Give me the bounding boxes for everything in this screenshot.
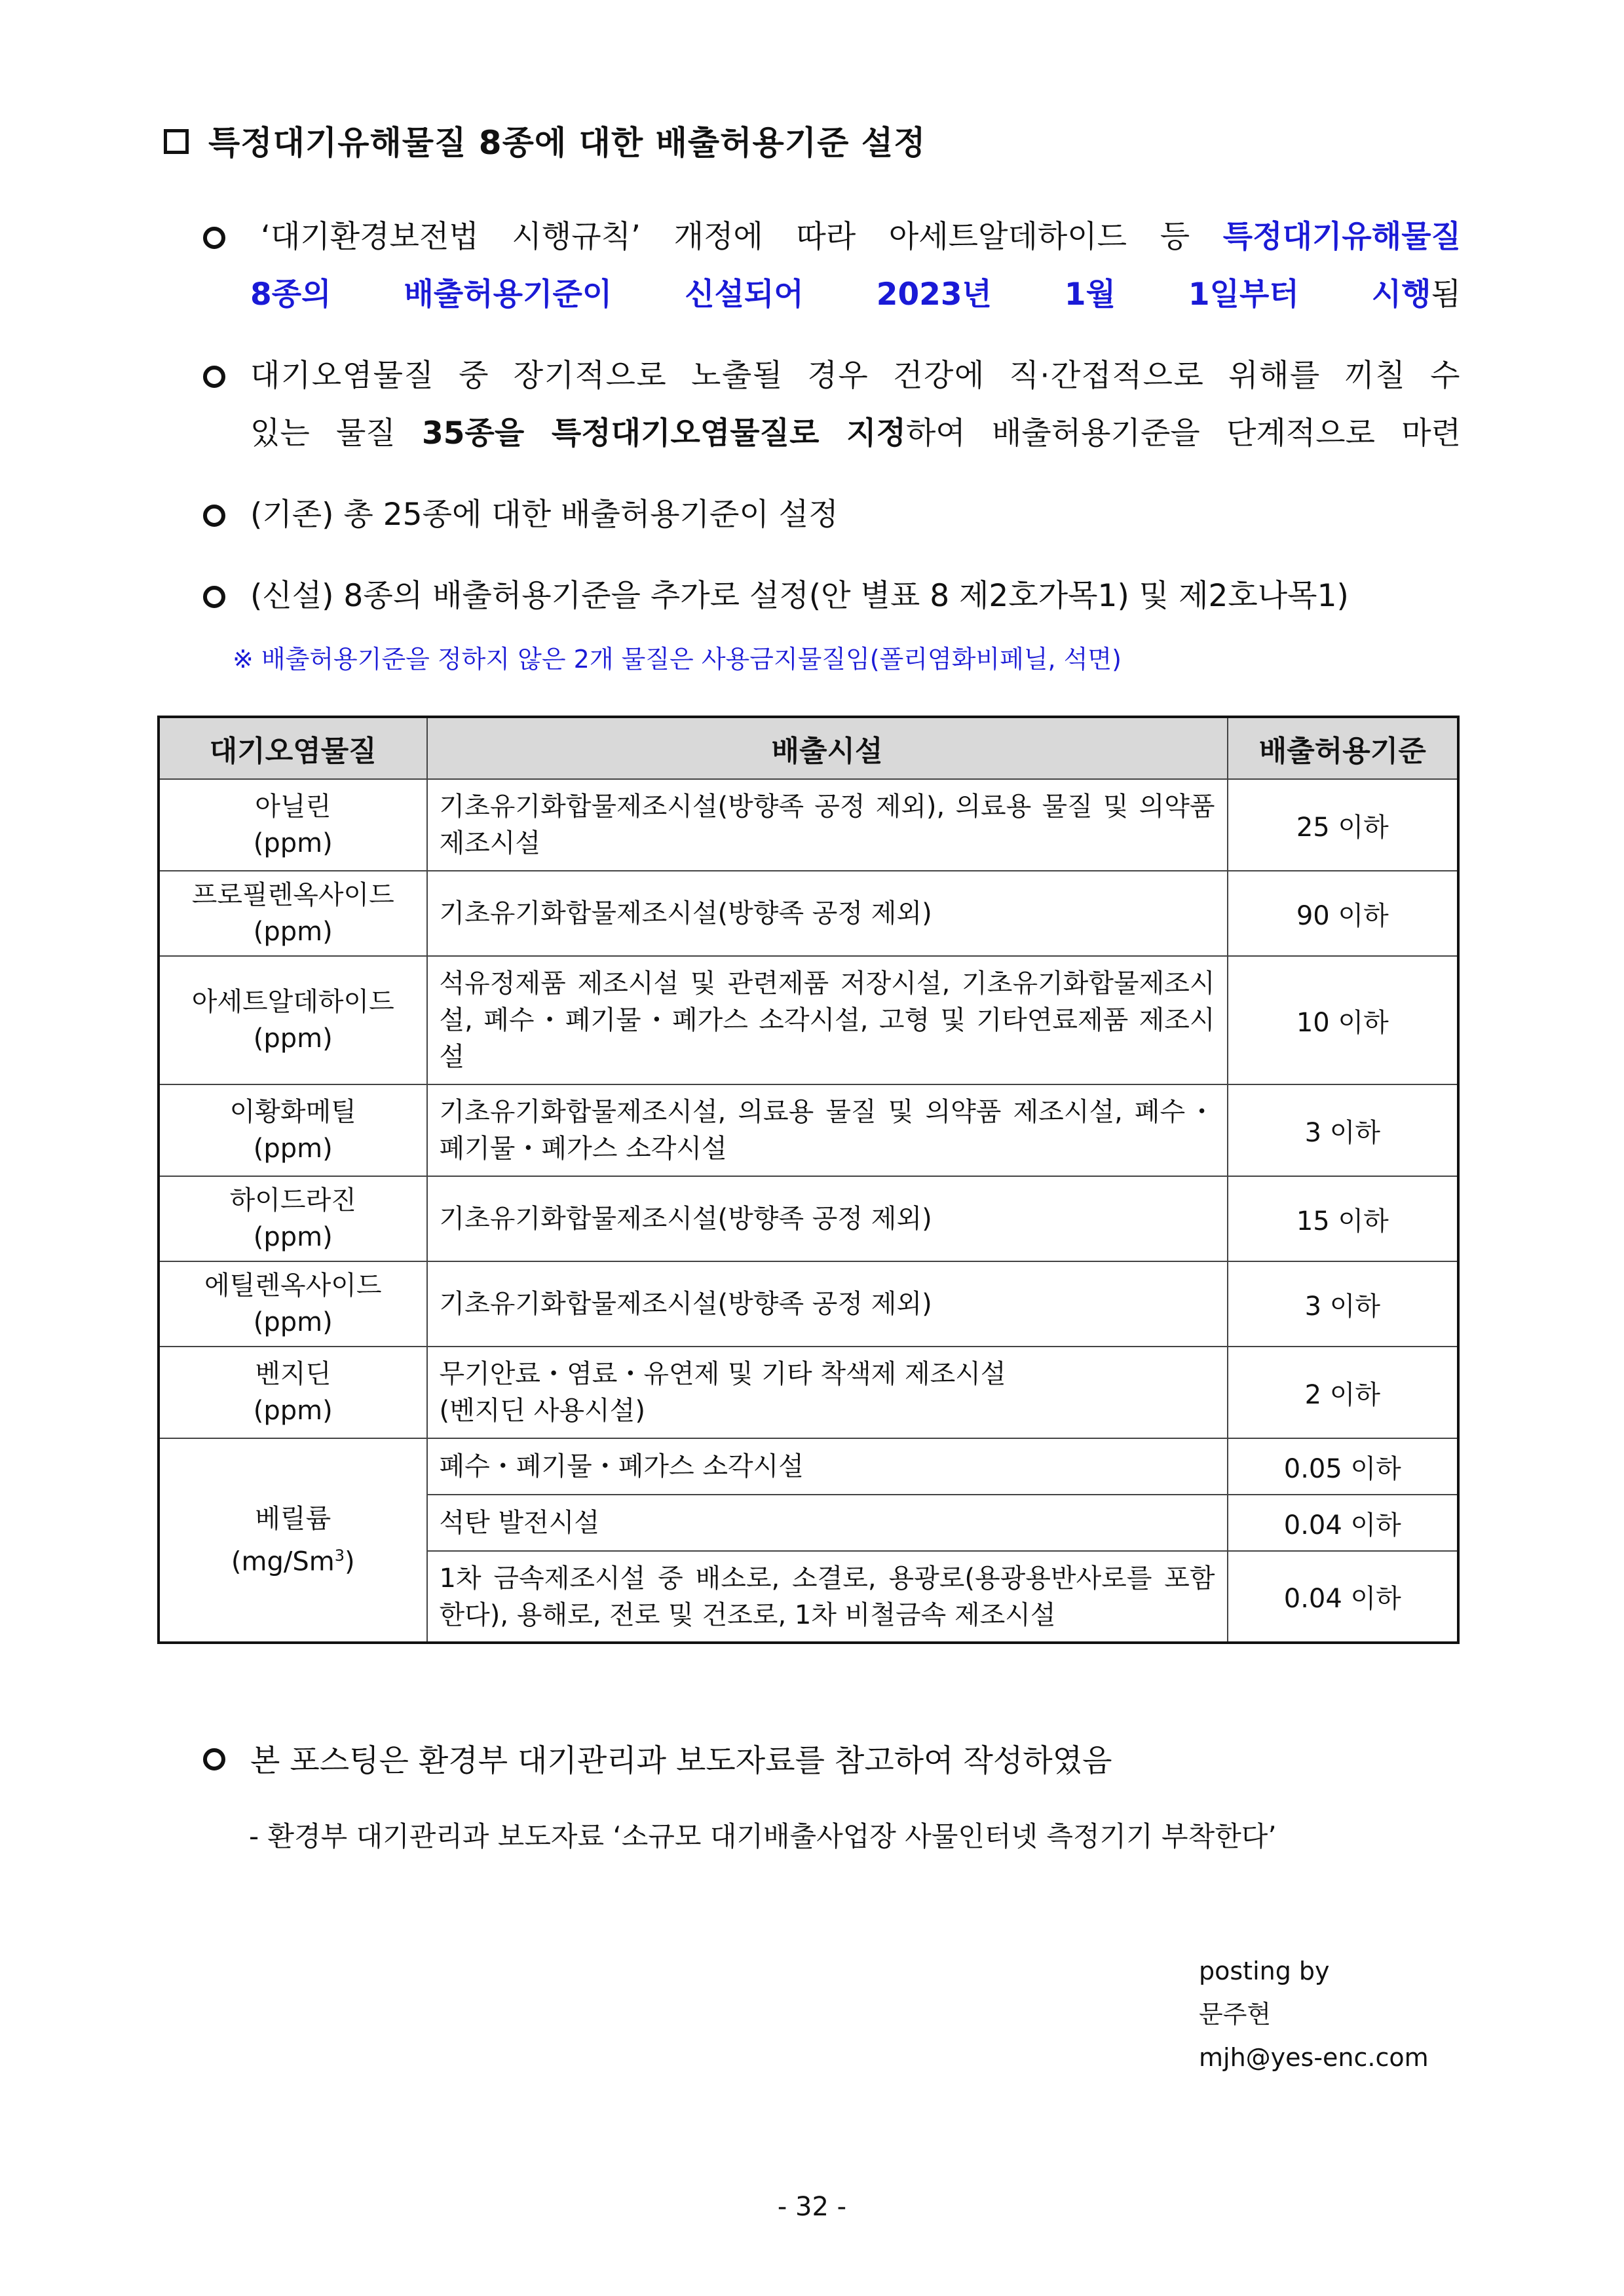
- closing-statement: 본 포스팅은 환경부 대기관리과 보도자료를 참고하여 작성하였음: [203, 1736, 1112, 1780]
- author-email: mjh@yes-enc.com: [1199, 2043, 1429, 2072]
- checkbox-square-icon: [164, 129, 189, 154]
- header-substance: 대기오염물질: [159, 717, 427, 779]
- signature-block: [1199, 1949, 1429, 2079]
- table-row: 에틸렌옥사이드 (ppm) 기초유기화합물제조시설(방향족 공정 제외) 3 이하: [159, 1261, 1458, 1347]
- circle-bullet-icon: [203, 586, 225, 608]
- bullet-new: (신설) 8종의 배출허용기준을 추가로 설정(안 별표 8 제2호가목1) 및 제2호나목1): [203, 567, 1461, 625]
- note-text: ※ 배출허용기준을 정하지 않은 2개 물질은 사용금지물질임(폴리염화비페닐, 석면): [233, 645, 1122, 674]
- circle-bullet-icon: [203, 366, 225, 388]
- reference-note: - 환경부 대기관리과 보도자료 ‘소규모 대기배출사업장 사물인터넷 측정기기 부착한다’: [249, 1820, 1277, 1852]
- author-name: 문주현: [1199, 2000, 1272, 2029]
- table-row: 하이드라진 (ppm) 기초유기화합물제조시설(방향족 공정 제외) 15 이하: [159, 1176, 1458, 1261]
- emission-standards-table: [157, 716, 1460, 1644]
- circle-bullet-icon: [203, 505, 225, 527]
- bullet-designation: 대기오염물질 중 장기적으로 노출될 경우 건강에 직·간접적으로 위해를 끼칠 수 있는 물질 35종을 특정대기오염물질로 지정하여 배출허용기준을 단계적으로 마련: [203, 347, 1461, 463]
- table-row: 벤지딘 (ppm) 무기안료・염료・유연제 및 기타 착색제 제조시설 (벤지딘 사용시설) 2 이하: [159, 1347, 1458, 1438]
- bullet-amendment: ‘대기환경보전법 시행규칙’ 개정에 따라 아세트알데하이드 등 특정대기유해물질 8종의 배출허용기준이 신설되어 2023년 1월 1일부터 시행됨: [203, 208, 1461, 324]
- beryllium-cell: 베릴륨 (mg/Sm$^3$): [159, 1438, 427, 1643]
- page-number: - 32 -: [777, 2192, 847, 2222]
- table-row: 아세트알데하이드 (ppm) 석유정제품 제조시설 및 관련제품 저장시설, 기초유기화합물제조시설, 폐수・폐기물・폐가스 소각시설, 고형 및 기타연료제품 제조시설 10 이하: [159, 956, 1458, 1084]
- circle-bullet-icon: [203, 227, 225, 249]
- table-row: 아닐린 (ppm) 기초유기화합물제조시설(방향족 공정 제외), 의료용 물질 및 의약품제조시설 25 이하: [159, 779, 1458, 871]
- table-row: 1차 금속제조시설 중 배소로, 소결로, 용광로(용광용반사로를 포함한다), 용해로, 전로 및 건조로, 1차 비철금속 제조시설 0.04 이하: [159, 1551, 1458, 1643]
- posting-by-label: posting by: [1199, 1957, 1330, 1985]
- table-header-row: [159, 717, 1458, 779]
- section-heading: 특정대기유해물질 8종에 대한 배출허용기준 설정: [164, 117, 926, 164]
- header-facility: 배출시설: [427, 717, 1228, 779]
- table-row: 베릴륨 (mg/Sm$^3$) 폐수・폐기물・폐가스 소각시설 0.05 이하: [159, 1438, 1458, 1495]
- bullet-existing: (기존) 총 25종에 대한 배출허용기준이 설정: [203, 486, 1461, 544]
- table-row: 석탄 발전시설 0.04 이하: [159, 1495, 1458, 1551]
- circle-bullet-icon: [203, 1748, 225, 1770]
- table-row: 프로필렌옥사이드 (ppm) 기초유기화합물제조시설(방향족 공정 제외) 90 이하: [159, 871, 1458, 956]
- table-row: 이황화메틸 (ppm) 기초유기화합물제조시설, 의료용 물질 및 의약품 제조시설, 폐수・폐기물・폐가스 소각시설 3 이하: [159, 1084, 1458, 1176]
- header-standard: 배출허용기준: [1228, 717, 1458, 779]
